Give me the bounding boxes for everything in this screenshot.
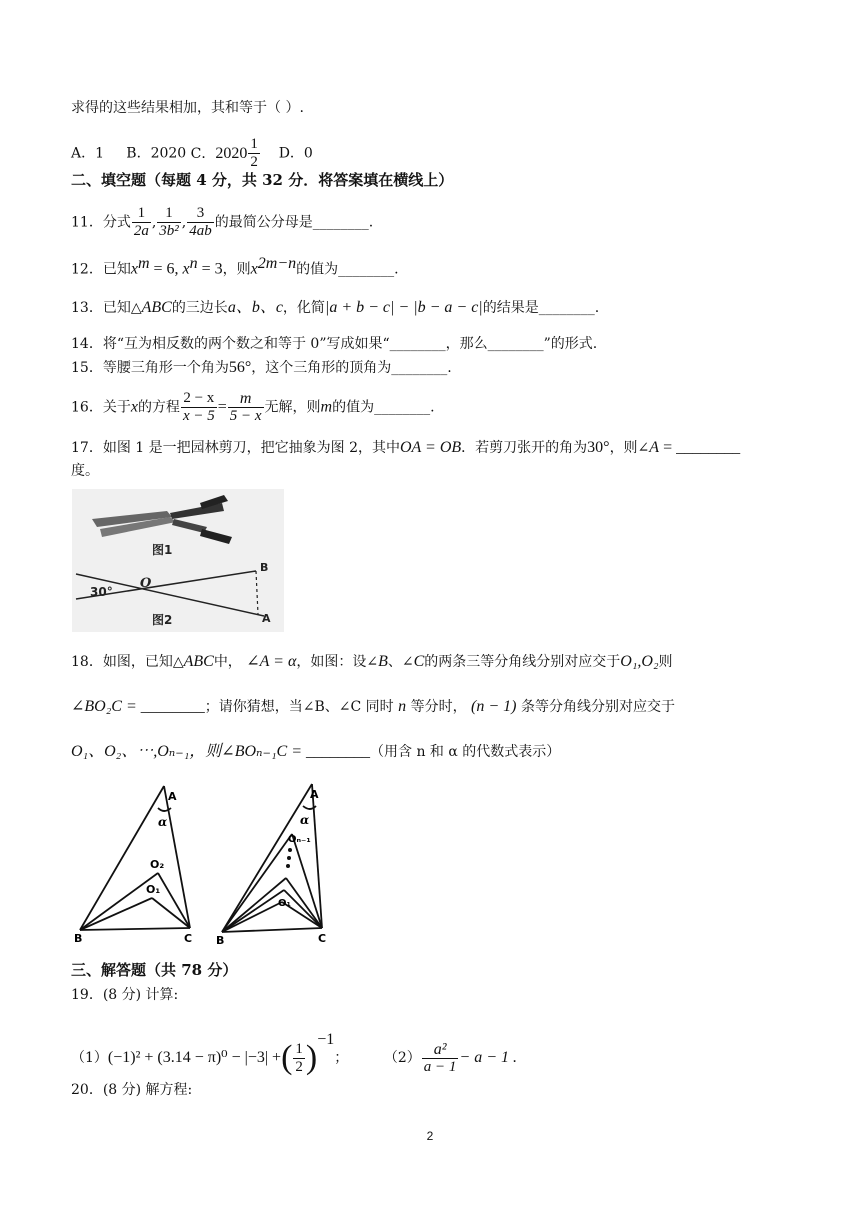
right-triangle-figure [222, 784, 322, 932]
right-c-label: C [318, 932, 327, 945]
left-a-label: A [168, 790, 177, 803]
q18-line1: 18．如图，已知△ABC中， ∠A = α，如图：设∠B、∠C的两条三等分角线分别对应交于O₁,O₂则 [71, 653, 673, 670]
q10-option-c: C．2020 $\frac{1}{2}$ [190, 136, 258, 170]
q10-option-d: D．0 [278, 145, 313, 162]
point-o-label: O [140, 576, 152, 591]
q10-option-a: A．1 [71, 145, 105, 162]
q10-option-b: B．2020 [126, 145, 187, 162]
q15: 15．等腰三角形一个角为56°，这个三角形的顶角为________. [71, 359, 452, 376]
figure-background [72, 489, 284, 632]
left-o1-label: O₁ [146, 883, 161, 896]
q17-line2: 度。 [71, 463, 99, 479]
q10-options [71, 136, 313, 171]
left-o2-label: O₂ [150, 858, 165, 871]
q19-part2: （2） $\frac{\text{a²}}{a - 1}$ − a − 1 . [383, 1040, 518, 1075]
q17-line1: 17．如图 1 是一把园林剪刀，把它抽象为图 2，其中OA = OB．若剪刀张开的角为30°，则∠A = ________ [71, 439, 741, 456]
right-o1-label: O₁ [278, 898, 291, 909]
q12: 12．已知$x^m = 6$, $x^n = 3$，则$x^{2m-n}$的值为________. [71, 255, 399, 278]
q10-tail: 求得的这些结果相加，其和等于（ ）. [71, 100, 304, 116]
point-a-label: A [262, 612, 271, 625]
section-2-title: 二、填空题（每题 4 分，共 32 分．将答案填在横线上） [71, 171, 454, 189]
ellipsis-dots [286, 848, 292, 868]
left-b-label: B [74, 932, 83, 945]
section-3-title: 三、解答题（共 78 分） [71, 961, 238, 979]
q19-parts [71, 1030, 517, 1076]
q18-line2: ∠BO₂C = ________；请你猜想，当∠B、∠C 同时 n 等分时， (n − 1) 条等分角线分别对应交于 [71, 698, 675, 715]
right-alpha-label: α [300, 813, 310, 827]
left-triangle-figure [80, 786, 190, 930]
q19-part1: （1）(−1)² + (3.14 − π)⁰ − |−3| +( $\frac{1}{2}$ )$^{-1}$； [71, 1031, 349, 1076]
left-alpha-label: α [158, 815, 168, 829]
q14: 14．将“互为相反数的两个数之和等于 0”写成如果“________，那么________”的形式. [71, 336, 598, 352]
page-number: 2 [426, 1129, 434, 1143]
q19-title: 19．(8 分) 计算: [71, 987, 179, 1003]
right-b-label: B [216, 934, 225, 947]
q20-title: 20．(8 分) 解方程: [71, 1082, 193, 1098]
right-a-label: A [310, 788, 319, 801]
q18-line3: O₁、O₂、⋯,Oₙ₋₁，则∠BOₙ₋₁C = ________（用含 n 和 α 的代数式表示） [71, 743, 561, 760]
figure-2-label: 图2 [152, 613, 173, 627]
angle-label: 30° [90, 585, 113, 599]
figure-1-label: 图1 [152, 543, 173, 557]
q18-figures [72, 778, 342, 948]
q16: 16．关于x的方程 $\frac{2 - x}{x - 5}$ = $\frac{m}{5 - x}$ 无解，则m的值为________. [71, 390, 435, 424]
q11: 11．分式 $\frac{1}{2a}$ , $\frac{1}{\text{3b²}}$ , $\frac{3}{4ab}$ 的最简公分母是________. [71, 205, 374, 239]
left-c-label: C [184, 932, 193, 945]
point-b-label: B [260, 561, 269, 574]
right-on1-label: Oₙ₋₁ [288, 834, 311, 845]
q13: 13．已知△ABC的三边长a、b、c，化简|a + b − c| − |b − a − c|的结果是________. [71, 299, 600, 316]
q17-figure [72, 489, 284, 632]
